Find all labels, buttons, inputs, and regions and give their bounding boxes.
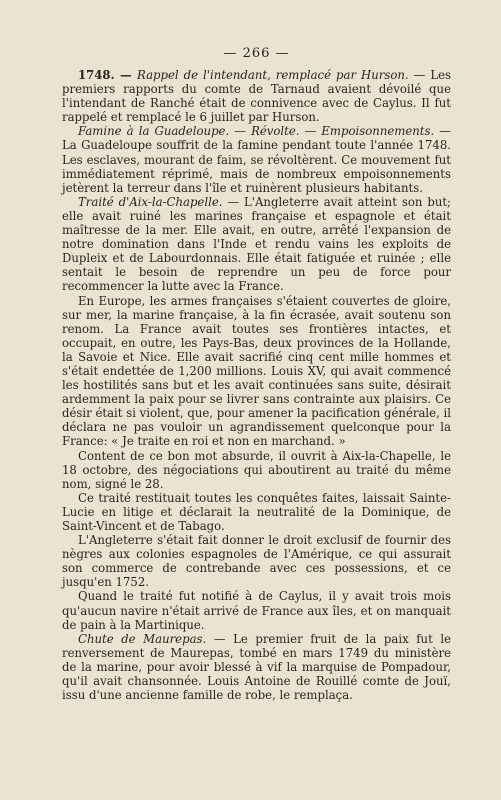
section-title: Rappel de l'intendant, remplacé par Hurson. [137, 68, 409, 82]
paragraph-text: — Le premier fruit de la paix fut le renversement de Maurepas, tombé en mars 1749 du ministère de la marine, pour avoir blessé à vif la marquise de Pompadour, qu'il avait chansonnée. Louis Antoine de Rouillé comte de Jouï, issu d'une ancienne famille de robe, le remplaça. [62, 631, 451, 703]
section-title: Famine à la Guadeloupe. — Révolte. — Empoisonnements. [78, 124, 435, 139]
paragraph-europe: En Europe, les armes françaises s'étaient couvertes de gloire, sur mer, la marine française, à la fin écrasée, avait soutenu son renom. La France avait toutes ses frontières intactes, et occupait, en outre, les Pays-Bas, deux provinces de la Hollande, la Savoie et Nice. Elle avait sacrifié cinq cent mille hommes et s'était endettée de 1,200 millions. Louis XV, qui avait commencé les hostilités sans but et les avait continuées sans suite, désirait ardemment la paix pour se livrer sans contrainte aux plaisirs. Ce désir était si violent, que, pour amener la pacification générale, il déclara ne pas vouloir un agrandissement quelconque pour la France: « Je traite en roi et non en marchand. » [62, 293, 451, 449]
paragraph-text: — L'Angleterre avait atteint son but; elle avait ruiné les marines française et espagnole et était maîtresse de la mer. Elle avait, en outre, arrêté l'expansion de notre domination dans l'Inde et rendu vains les exploits de Dupleix et de Labourdonnais. Elle était fatiguée et ruinée ; elle sentait le besoin de reprendre un peu de force pour recommencer la lutte avec la France. [62, 194, 451, 294]
paragraph-angleterre: L'Angleterre s'était fait donner le droit exclusif de fournir des nègres aux colonies espagnoles de l'Amérique, ce qui assurait son commerce de contrebande avec ces possessions, et ce jusqu'en 1752. [62, 533, 451, 590]
paragraph-famine [62, 124, 451, 194]
paragraph-text: — La Guadeloupe souffrit de la famine pendant toute l'année 1748. Les esclaves, mourant de faim, se révoltèrent. Ce mouvement fut immédiatement réprimé, mais de nombreux empoisonnements jetèrent la terreur dans l'île et ruinèrent plusieurs habitants. [62, 124, 451, 195]
paragraph-chute [62, 632, 451, 702]
paragraph-traite [62, 195, 451, 294]
section-title: Traité d'Aix-la-Chapelle. [78, 194, 223, 209]
section-title: Chute de Maurepas. [78, 631, 207, 646]
paragraph-content: Content de ce bon mot absurde, il ouvrit à Aix-la-Chapelle, le 18 octobre, des négociations qui aboutirent au traité du même nom, signé le 28. [62, 448, 451, 491]
page-number: — 266 — [223, 46, 290, 61]
body-text [62, 68, 451, 702]
paragraph-rappel [62, 68, 451, 124]
paragraph-quand: Quand le traité fut notifié à de Caylus, il y avait trois mois qu'aucun navire n'était arrivé de France aux îles, et on manquait de pain à la Martinique. [62, 589, 451, 632]
paragraph-text: — Les premiers rapports du comte de Tarnaud avaient dévoilé que l'intendant de Ranché était de connivence avec de Caylus. Il fut rappelé et remplacé le 6 juillet par Hurson. [62, 68, 451, 125]
year-heading: 1748. — [78, 68, 137, 82]
paragraph-ce-traite: Ce traité restituait toutes les conquêtes faites, laissait Sainte-Lucie en litige et déclarait la neutralité de la Dominique, de Saint-Vincent et de Tabago. [62, 490, 451, 533]
